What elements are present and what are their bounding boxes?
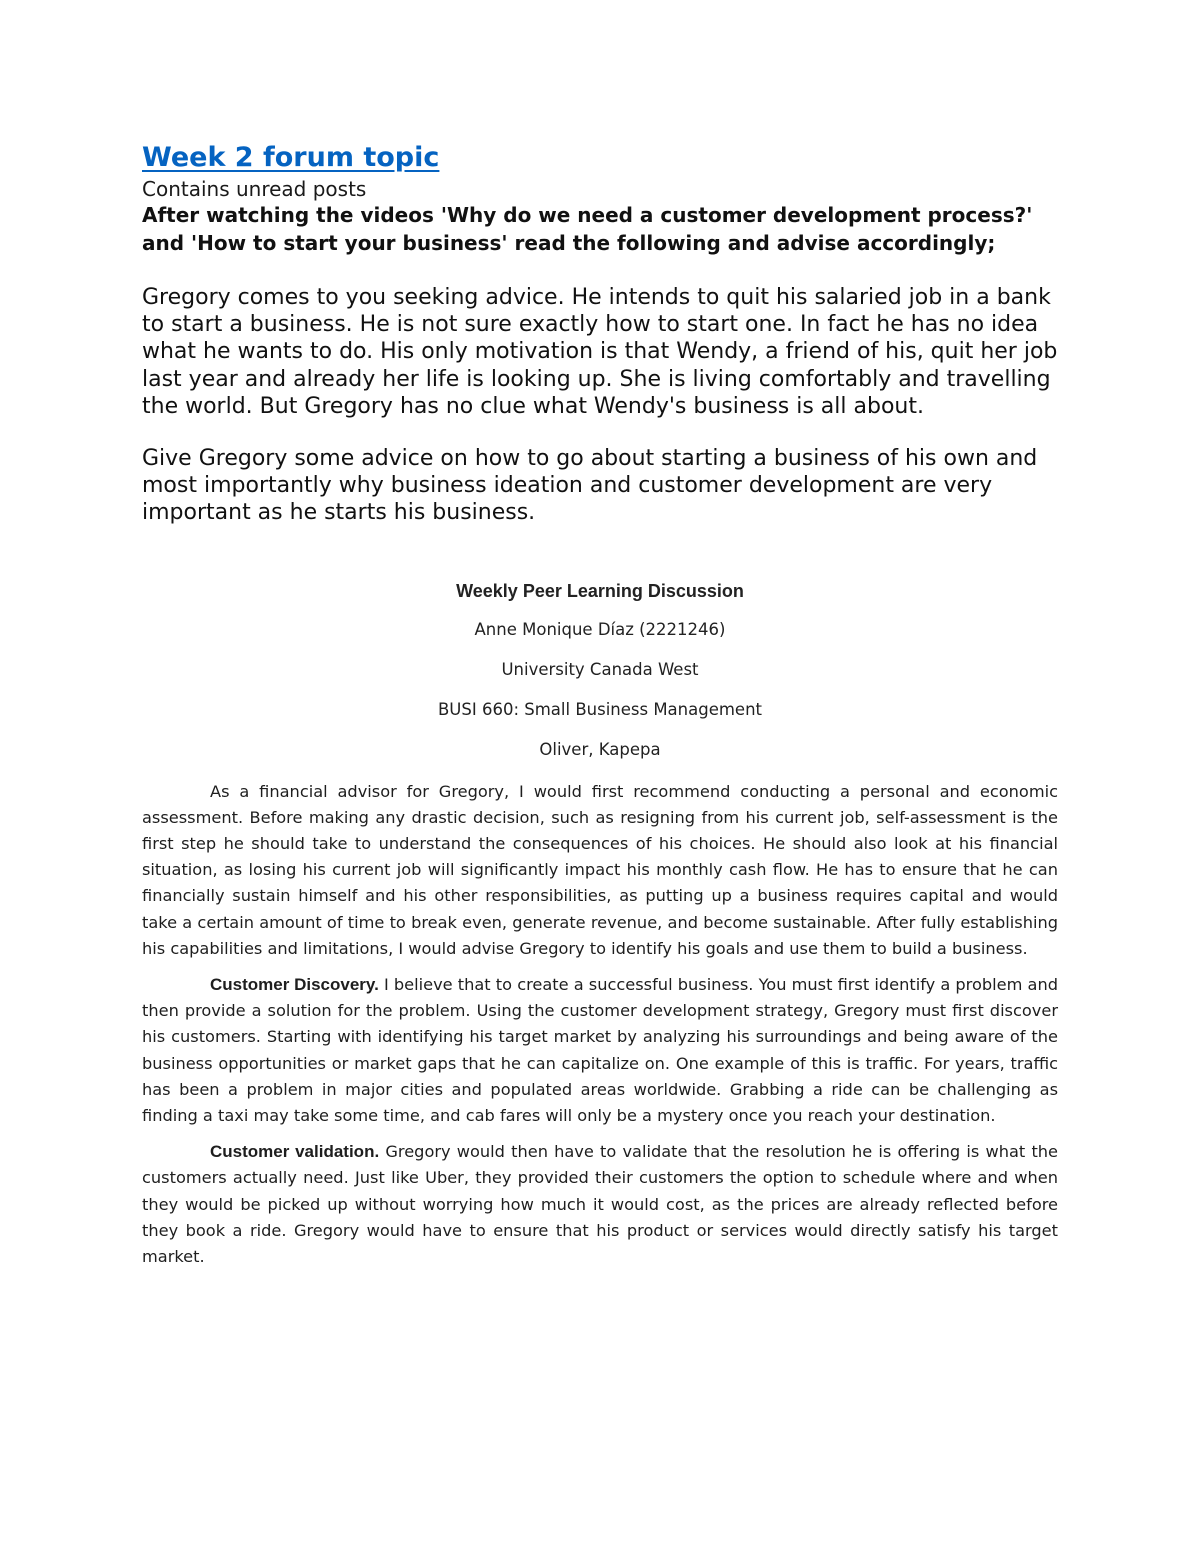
intro-paragraph: As a financial advisor for Gregory, I would first recommend conducting a personal and economic assessment. Before making any drastic decision, such as resigning from his current job, self-assessment is the first step he should take to understand the consequences of his choices. He should also look at his financial situation, as losing his current job will significantly impact his monthly cash flow. He has to ensure that he can financially sustain himself and his other responsibilities, as putting up a business requires capital and would take a certain amount of time to break even, generate revenue, and become sustainable. After fully establishing his capabilities and limitations, I would advise Gregory to identify his goals and use them to build a business. [142, 781, 1058, 958]
paper-instructor: Oliver, Kapepa [539, 739, 661, 759]
paper-institution: University Canada West [501, 659, 699, 679]
scenario-paragraph-1: Gregory comes to you seeking advice. He intends to quit his salaried job in a bank to start a business. He is not sure exactly how to start one. In fact he has no idea what he wants to do. His only motivation is that Wendy, a friend of his, quit her job last year and already her life is looking up. She is living comfortably and travelling the world. But Gregory has no clue what Wendy's business is all about. [142, 285, 1058, 419]
forum-topic-link[interactable]: Week 2 forum topic [142, 142, 440, 173]
customer-validation-text: Gregory would then have to validate that the resolution he is offering is what the customers actually need. Just like Uber, they provided their customers the option to schedule where and when they would be picked up without worrying how much it would cost, as the prices are already reflected before they book a ride. Gregory would have to ensure that his product or services would directly satisfy his target market. [142, 1142, 1059, 1267]
spacer [142, 420, 1058, 445]
paper-title: Weekly Peer Learning Discussion [456, 580, 744, 601]
forum-prompt: After watching the videos 'Why do we need a customer development process?' and 'How to start your business' read the following and advise accordingly; [142, 203, 1033, 255]
customer-validation-paragraph [142, 1139, 1058, 1270]
scenario-paragraph-2: Give Gregory some advice on how to go about starting a business of his own and most importantly why business ideation and customer development are very important as he starts his business. [142, 446, 1038, 526]
spacer [142, 257, 1058, 284]
unread-posts-status: Contains unread posts [142, 177, 367, 201]
paper-course: BUSI 660: Small Business Management [437, 699, 763, 719]
paper-author: Anne Monique Díaz (2221246) [474, 619, 726, 639]
customer-discovery-heading: Customer Discovery. [210, 975, 379, 995]
customer-discovery-paragraph [142, 972, 1058, 1129]
customer-validation-heading: Customer validation. [210, 1142, 380, 1162]
customer-discovery-text: I believe that to create a successful business. You must first identify a problem and then provide a solution for the problem. Using the customer development strategy, Gregory must first discover his customers. Starting with identifying his target market by analyzing his surroundings and being aware of the business opportunities or market gaps that he can capitalize on. One example of this is traffic. For years, traffic has been a problem in major cities and populated areas worldwide. Grabbing a ride can be challenging as finding a taxi may take some time, and cab fares will only be a mystery once you reach your destination. [142, 975, 1058, 1126]
document-content [142, 140, 1058, 1270]
